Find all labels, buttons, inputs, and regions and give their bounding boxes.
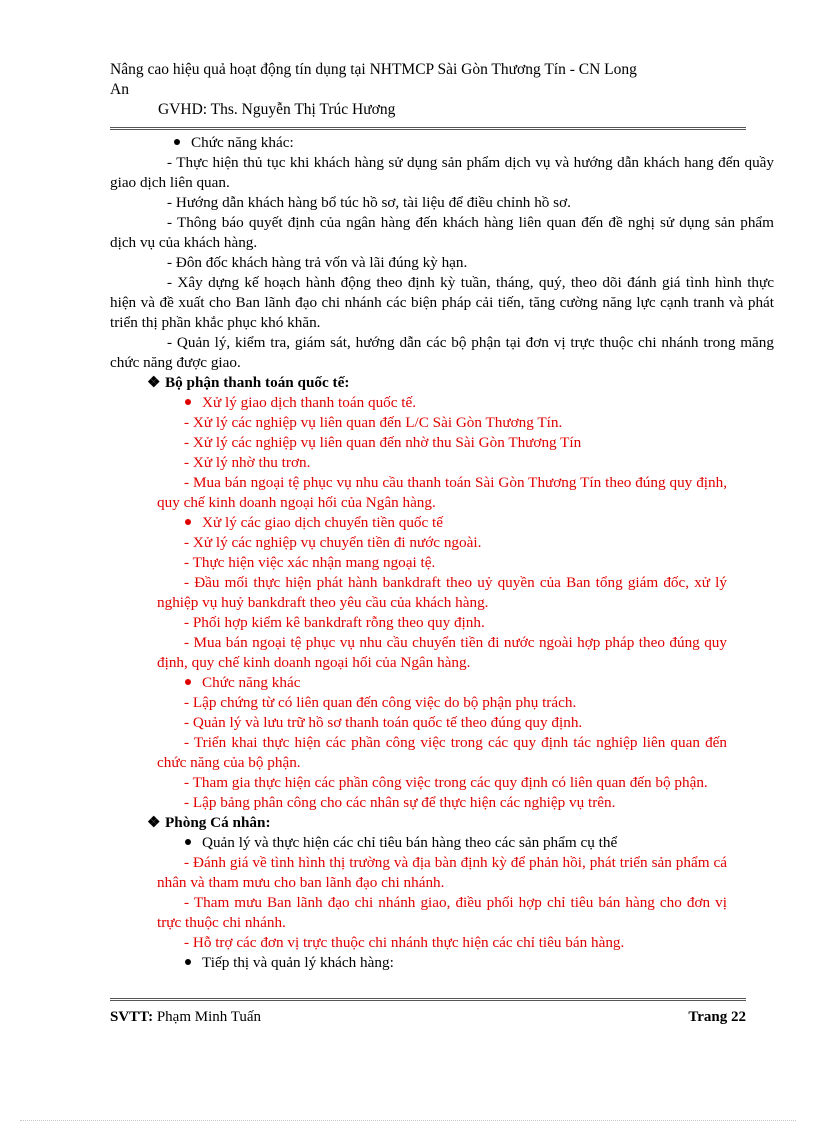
list-item: - Xây dựng kế hoạch hành động theo định kỳ tuần, tháng, quý, theo dõi đánh giá tình hình thực hiện và đề xuất cho Ban lãnh đạo chi nhánh các biện pháp cải tiến, tăng cường năng lực cạnh tranh và phát triển thị phần khắc phục khó khăn. — [110, 274, 774, 331]
list-item: - Thông báo quyết định của ngân hàng đến khách hàng liên quan đến đề nghị sử dụng sản phẩm dịch vụ của khách hàng. — [110, 214, 774, 251]
list-item: - Lập chứng từ có liên quan đến công việc do bộ phận phụ trách. — [184, 694, 577, 711]
list-item: - Xử lý nhờ thu trơn. — [184, 454, 311, 471]
diamond-bullet-icon: ❖ — [147, 814, 161, 831]
footer-divider — [110, 998, 746, 1001]
page-header — [110, 60, 750, 120]
bullet-dot-icon — [185, 399, 191, 405]
list-item: - Xử lý các nghiệp vụ liên quan đến nhờ thu Sài Gòn Thương Tín — [184, 434, 582, 451]
bullet-dot-icon — [185, 839, 191, 845]
list-item: - Triển khai thực hiện các phần công việc trong các quy định tác nghiệp liên quan đến chức năng của bộ phận. — [157, 734, 727, 771]
list-item: - Thực hiện thủ tục khi khách hàng sử dụng sản phẩm dịch vụ và hướng dẫn khách hang đến quầy giao dịch liên quan. — [110, 154, 774, 191]
list-item: - Quản lý, kiểm tra, giám sát, hướng dẫn các bộ phận tại đơn vị trực thuộc chi nhánh trong măng chức năng được giao. — [110, 334, 774, 371]
bullet-intl-group3: Chức năng khác — [110, 673, 774, 693]
footer-svtt-label: SVTT: — [110, 1009, 154, 1025]
bullet-other-functions: Chức năng khác: — [110, 133, 774, 153]
list-item: - Quản lý và lưu trữ hồ sơ thanh toán quốc tế theo đúng quy định. — [184, 714, 583, 731]
diamond-bullet-icon: ❖ — [147, 374, 161, 391]
list-item: - Hỗ trợ các đơn vị trực thuộc chi nhánh thực hiện các chỉ tiêu bán hàng. — [184, 934, 625, 951]
section-heading-personal: ❖ Phòng Cá nhân: — [147, 814, 271, 831]
list-item: - Đầu mối thực hiện phát hành bankdraft theo uỷ quyền của Ban tổng giám đốc, xử lý nghiệp vụ huỷ bankdraft theo yêu cầu của khách hàng. — [157, 574, 727, 611]
bullet-personal-group1: Quản lý và thực hiện các chỉ tiêu bán hàng theo các sản phẩm cụ thể — [110, 833, 774, 853]
header-gvhd: GVHD: Ths. Nguyễn Thị Trúc Hương — [158, 101, 396, 118]
header-title-line1: Nâng cao hiệu quả hoạt động tín dụng tại NHTMCP Sài Gòn Thương Tín - CN Long — [110, 61, 637, 78]
list-item: - Lập bảng phân công cho các nhân sự để thực hiện các nghiệp vụ trên. — [184, 794, 616, 811]
list-item: - Tham mưu Ban lãnh đạo chi nhánh giao, điều phối hợp chỉ tiêu bán hàng cho đơn vị trực thuộc chi nhánh. — [157, 894, 727, 931]
page-number: Trang 22 — [688, 1009, 746, 1025]
page-footer — [110, 1009, 746, 1026]
list-item: - Mua bán ngoại tệ phục vụ nhu cầu thanh toán Sài Gòn Thương Tín theo đúng quy định, quy chế kinh doanh ngoại hối của Ngân hàng. — [157, 474, 727, 511]
list-item: - Thực hiện việc xác nhận mang ngoại tệ. — [184, 554, 436, 571]
page-bottom-dotted-line — [20, 1120, 796, 1121]
list-item: - Hướng dẫn khách hàng bổ túc hồ sơ, tài liệu để điều chỉnh hồ sơ. — [167, 194, 571, 211]
page-body — [110, 133, 774, 973]
bullet-dot-icon — [174, 139, 180, 145]
footer-svtt-name: Phạm Minh Tuấn — [156, 1009, 262, 1025]
bullet-dot-icon — [185, 679, 191, 685]
list-item: - Xử lý các nghiệp vụ chuyển tiền đi nước ngoài. — [184, 534, 482, 551]
bullet-intl-group1: Xử lý giao dịch thanh toán quốc tế. — [110, 393, 774, 413]
bullet-personal-group2: Tiếp thị và quản lý khách hàng: — [110, 953, 774, 973]
header-divider — [110, 127, 746, 130]
header-title-line2: An — [110, 81, 129, 98]
bullet-intl-group2: Xử lý các giao dịch chuyển tiền quốc tế — [110, 513, 774, 533]
section-heading-intl-payment: ❖ Bộ phận thanh toán quốc tế: — [147, 374, 350, 391]
list-item: - Tham gia thực hiện các phần công việc trong các quy định có liên quan đến bộ phận. — [184, 774, 708, 791]
list-item: - Đôn đốc khách hàng trả vốn và lãi đúng kỳ hạn. — [167, 254, 468, 271]
list-item: - Đánh giá về tình hình thị trường và địa bàn định kỳ để phản hồi, phát triển sản phẩm cá nhân và tham mưu cho ban lãnh đạo chi nhánh. — [157, 854, 727, 891]
bullet-dot-icon — [185, 959, 191, 965]
bullet-dot-icon — [185, 519, 191, 525]
list-item: - Phối hợp kiểm kê bankdraft rỗng theo quy định. — [184, 614, 485, 631]
list-item: - Xử lý các nghiệp vụ liên quan đến L/C Sài Gòn Thương Tín. — [184, 414, 563, 431]
list-item: - Mua bán ngoại tệ phục vụ nhu cầu chuyển tiền đi nước ngoài hợp pháp theo đúng quy định, quy chế kinh doanh ngoại hối của Ngân hàng. — [157, 634, 727, 671]
